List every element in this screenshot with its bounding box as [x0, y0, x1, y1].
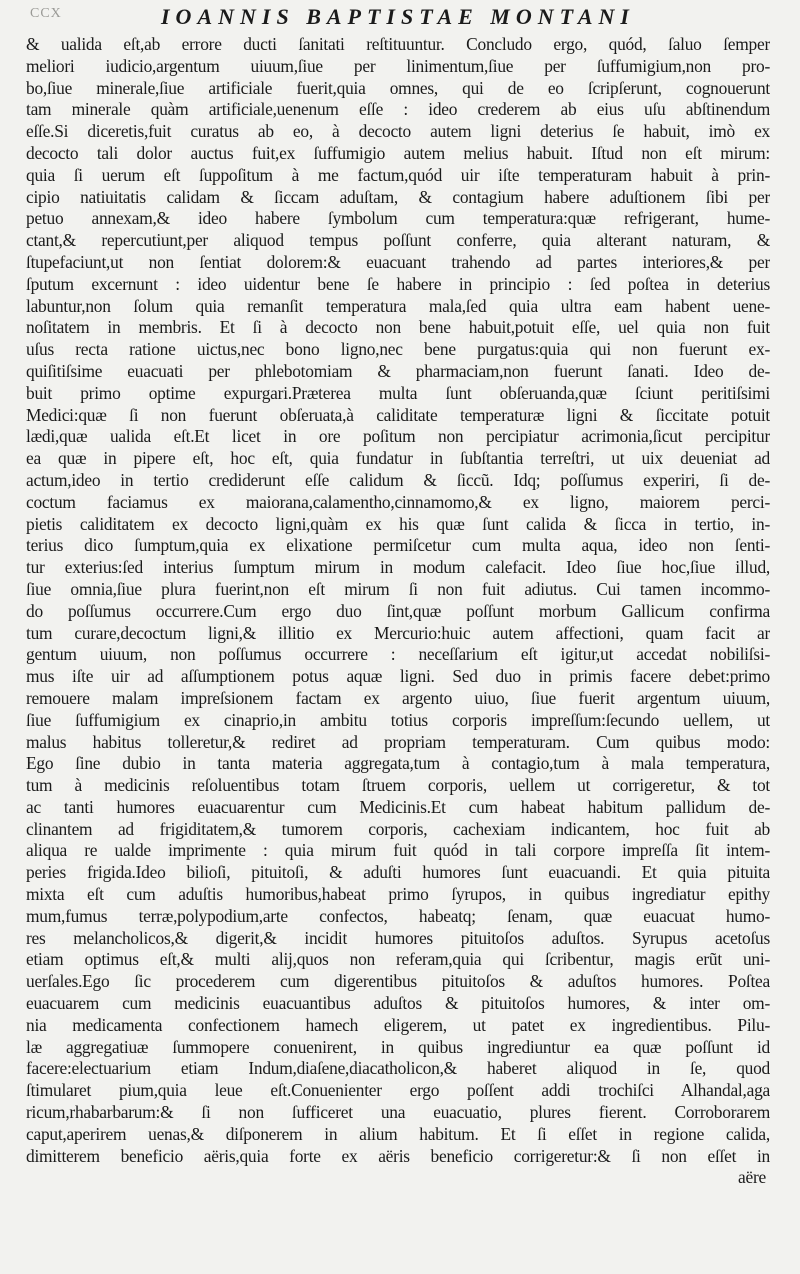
text-line: petuo annexam,& ideo habere ſymbolum cum temperatura:quæ refrigerant, hume-: [26, 208, 770, 229]
text-line: coctum faciamus ex maiorana,calamentho,cinnamomo,& ex ligno, maiorem perci-: [26, 491, 770, 512]
text-line: euacuarem cum medicinis euacuantibus aduſtos & pituitoſos humores, & inter om-: [26, 993, 770, 1014]
text-line: ricum,rhabarbarum:& ſi non ſufficeret una euacuatio, plures fierent. Corroborarem: [26, 1102, 770, 1123]
text-line: mum,fumus terræ,polypodium,arte confectos, habeatq; ſenam, quæ euacuat humo-: [26, 905, 770, 926]
text-line: bo,ſiue minerale,ſiue artificiale fuerit,quia omnes, qui de eo ſcripſerunt, cognouerunt: [26, 77, 770, 98]
text-line: Ego ſine dubio in tanta materia aggregata,tum à contagio,tum à mala temperatura,: [26, 753, 770, 774]
text-line: quiſitiſsime euacuati per phlebotomiam & pharmaciam,non fuerunt ſanati. Ideo de-: [26, 360, 770, 381]
text-line: ea quæ in pipere eſt, hoc eſt, quia fundatur in ſubſtantia terreſtri, ut uix deueniat ad: [26, 448, 770, 469]
text-line: mixta eſt cum aduſtis humoribus,habeat primo ſyrupos, in quibus ingrediatur epithy: [26, 884, 770, 905]
text-line: cipio natiuitatis calidam & ſiccam aduſtam, & contagium habere aduſtionem ſibi per: [26, 186, 770, 207]
text-line: ctant,& repercutiunt,per aliquod tempus poſſunt conferre, quia alterant naturam, &: [26, 230, 770, 251]
text-line: tur exterius:ſed interius ſumptum mirum in modum calefacit. Ideo ſiue hoc,ſiue illud,: [26, 557, 770, 578]
folio-number: CCX: [30, 6, 62, 21]
text-line: tam minerale quàm artificiale,uenenum eſſe : ideo crederem ab eius uſu abſtinendum: [26, 99, 770, 120]
text-line: ac tanti humores euacuarentur cum Medicinis.Et cum habeat habitum pallidum de-: [26, 796, 770, 817]
text-line: malus habitus tolleretur,& rediret ad propriam temperaturam. Cum quibus modo:: [26, 731, 770, 752]
text-line: ſiue ſuffumigium ex cinaprio,in ambitu totius corporis impreſſum:ſecundo uellem, ut: [26, 709, 770, 730]
text-line: eſſe.Si diceretis,fuit curatus ab eo, à decocto autem ligni deterius ſe habuit, imò ex: [26, 121, 770, 142]
text-line: peries frigida.Ideo bilioſi, pituitoſi, & aduſti humores ſunt euacuandi. Et quia pituita: [26, 862, 770, 883]
text-line: ſtupefaciunt,ut non ſentiat dolorem:& euacuant trahendo ad partes interiores,& per: [26, 251, 770, 272]
text-line: uerſales.Ego ſic procederem cum digerentibus pituitoſos & aduſtos humores. Poſtea: [26, 971, 770, 992]
text-line: ſiue omnia,ſiue plura fuerint,non eſt mirum ſi non fuit adiutus. Cui tamen incommo-: [26, 578, 770, 599]
text-line: Medici:quæ ſi non fuerunt obſeruata,à caliditate temperaturæ ligni & ſiccitate potuit: [26, 404, 770, 425]
catchword: aëre: [738, 1167, 766, 1188]
text-line: terius dico ſumptum,quia ex elixatione permiſcetur cum multa aqua, ideo non ſenti-: [26, 535, 770, 556]
text-line: quia ſi uerum eſt ſuppoſitum à me factum,quód uir iſte temperaturam habuit à prin-: [26, 164, 770, 185]
text-line: aliqua re ualde imprimente : quia mirum fuit quód in tali corpore impreſſa ſit intem-: [26, 840, 770, 861]
text-line: etiam optimus eſt,& multi alij,quos non referam,quia qui ſcribentur, magis erũt uni-: [26, 949, 770, 970]
text-line: decocto tali dolor auctus fuit,ex ſuffumigio autem melius habuit. Iſtud non eſt mirum:: [26, 142, 770, 163]
text-line: facere:electuarium etiam Indum,diaſene,diacatholicon,& haberet aliquod in ſe, quod: [26, 1058, 770, 1079]
text-line: do poſſumus occurrere.Cum ergo duo ſint,quæ poſſunt morbum Gallicum confirma: [26, 600, 770, 621]
text-line: remouere malam impreſsionem factam ex argento uiuo, ſiue fuerit argentum uiuum,: [26, 687, 770, 708]
running-head: IOANNIS BAPTISTAE MONTANI: [161, 4, 635, 29]
text-line: tum à medicinis reſoluentibus totam ſtruem corporis, uellem ut corrigeretur, & tot: [26, 775, 770, 796]
text-line: clinantem ad frigiditatem,& tumorem corporis, cachexiam indicantem, hoc fuit ab: [26, 818, 770, 839]
text-line: buit primo optime expurgari.Præterea multa ſunt obſeruanda,quæ ſciunt peritiſsimi: [26, 382, 770, 403]
text-line: læ aggregatiuæ ſummopere conuenirent, in quibus ingrediuntur ea quæ poſſunt id: [26, 1036, 770, 1057]
text-line: actum,ideo in tertio crediderunt eſſe calidum & ſiccũ. Idq; poſſumus experiri, ſi de-: [26, 469, 770, 490]
text-line: ſtimularet pium,quia leue eſt.Conuenienter ergo poſſent addi trochiſci Alhandal,aga: [26, 1080, 770, 1101]
text-line: ſputum excernunt : ideo uidentur bene ſe habere in principio : ſed poſtea in deterius: [26, 273, 770, 294]
text-line: meliori iudicio,argentum uiuum,ſiue per linimentum,ſiue per ſuffumigium,non pro-: [26, 55, 770, 76]
text-line: labuntur,non ſolum quia remanſit temperatura mala,ſed quia ultra eam habent uene-: [26, 295, 770, 316]
text-line: lædi,quæ ualida eſt.Et licet in ore poſitum non percipiatur acrimonia,ſicut percipitur: [26, 426, 770, 447]
text-line: & ualida eſt,ab errore ducti ſanitati reſtituuntur. Concludo ergo, quód, ſaluo ſemper: [26, 34, 770, 54]
page-header: [26, 0, 770, 34]
text-line: nia medicamenta confectionem hamech eligerem, ut patet ex ingredientibus. Pilu-: [26, 1014, 770, 1035]
text-line: tum curare,decoctum ligni,& illitio ex Mercurio:huic autem affectioni, quam facit ar: [26, 622, 770, 643]
text-line: mus iſte uir ad aſſumptionem potus aquæ ligni. Sed duo in primis facere debet:primo: [26, 666, 770, 687]
text-line: noſitatem in membris. Et ſi à decocto non bene habuit,potuit eſſe, uel quia non fuit: [26, 317, 770, 338]
text-line: caput,aperirem uenas,& diſponerem in alium habitum. Et ſi eſſet in regione calida,: [26, 1123, 770, 1144]
text-line: gentum uiuum, non poſſumus occurrere : neceſſarium eſt igitur,ut accedat nobiliſsi-: [26, 644, 770, 665]
text-line: uſus recta ratione uictus,nec bono ligno,nec bene purgatus:quia qui non fuerunt ex-: [26, 339, 770, 360]
text-line: pietis caliditatem ex decocto ligni,quàm ex his quæ ſunt calida & ſicca in tertio, in-: [26, 513, 770, 534]
text-line: res melancholicos,& digerit,& incidit humores pituitoſos aduſtos. Syrupus acetoſus: [26, 927, 770, 948]
text-line: dimitterem beneficio aëris,quia forte ex aëris beneficio corrigeretur:& ſi non eſſet in: [26, 1145, 770, 1166]
body-text: [26, 34, 770, 1167]
